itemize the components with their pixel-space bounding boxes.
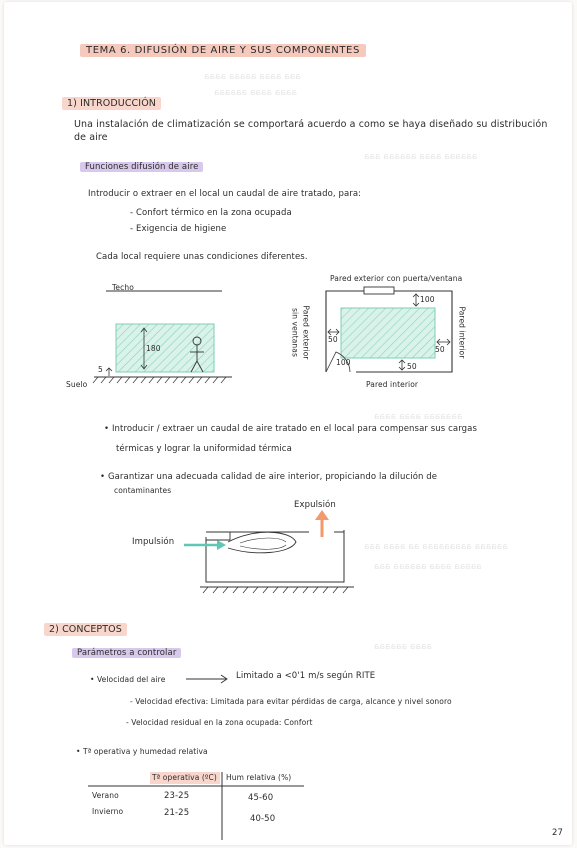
table-header-hum: Hum relativa (%) bbox=[226, 773, 292, 782]
para-1-line-1-text: Introducir / extraer un caudal de aire tratado en el local para compensar sus cargas bbox=[111, 424, 477, 434]
page-title-text: TEMA 6. DIFUSIÓN DE AIRE Y SUS COMPONENTES bbox=[80, 44, 366, 57]
local-conditions-line: Cada local requiere unas condiciones diferentes. bbox=[96, 252, 308, 262]
floor-gap-dimension: 5 bbox=[98, 365, 103, 374]
table-row-verano-season: Verano bbox=[92, 791, 119, 800]
page-number: 27 bbox=[552, 828, 564, 838]
velocity-line: • Velocidad del aire bbox=[90, 675, 166, 684]
dim-right: 50 bbox=[435, 345, 445, 354]
section-1-heading-text: 1) INTRODUCCIÓN bbox=[62, 97, 161, 110]
bullet-dot-1: • bbox=[104, 424, 110, 434]
para-2-line-1-text: Garantizar una adecuada calidad de aire interior, propiciando la dilución de bbox=[107, 472, 438, 482]
temp-humidity-text: Tª operativa y humedad relativa bbox=[83, 747, 208, 756]
para-2-line-2: contaminantes bbox=[114, 486, 172, 495]
parameters-subheading-text: Parámetros a controlar bbox=[72, 648, 181, 658]
expulsion-label: Expulsión bbox=[294, 500, 336, 510]
dim-top: 100 bbox=[420, 295, 435, 304]
table-header-temp: Tª operativa (ºC) bbox=[152, 773, 217, 782]
intro-line-2: de aire bbox=[74, 132, 108, 143]
intro-line-1: Una instalación de climatización se comportará acuerdo a como se haya diseñado su distribución bbox=[74, 119, 548, 130]
height-dimension: 180 bbox=[146, 344, 161, 353]
floor-label: Suelo bbox=[66, 380, 88, 389]
table-row-verano-hum: 45-60 bbox=[248, 793, 274, 803]
table-row-invierno-season: Invierno bbox=[92, 807, 124, 816]
ceiling-label: Techo bbox=[112, 283, 134, 292]
bullet-dot-2: • bbox=[100, 472, 106, 482]
impulsion-label: Impulsión bbox=[132, 537, 175, 547]
para-1-line-2: térmicas y lograr la uniformidad térmica bbox=[116, 444, 292, 454]
velocity-line-text: Velocidad del aire bbox=[97, 675, 166, 684]
plan-right-label: Pared interior bbox=[457, 306, 467, 359]
bullet-confort: - Confort térmico en la zona ocupada bbox=[130, 208, 292, 218]
dim-bottom: 50 bbox=[407, 362, 417, 371]
table-row-invierno-hum: 40-50 bbox=[250, 814, 276, 824]
plan-top-label: Pared exterior con puerta/ventana bbox=[330, 274, 463, 283]
conditions-table-lines bbox=[4, 2, 572, 845]
functions-line: Introducir o extraer en el local un caudal de aire tratado, para: bbox=[88, 189, 362, 199]
bullet-higiene: - Exigencia de higiene bbox=[130, 224, 227, 234]
notebook-page: aaa aaaa aaaaa aaaa aaaa aaaa aaaaaa aaaaaa aaaa aaaaaa aaa aaaaaaa aaaa aaaa aaaaaa aaaaaaaaa aa aaaa aaa aaaaa aaaa aaaaaa aaa aaaa aaaaaa TEMA 6. DIFUSIÓN DE AIRE Y SUS COMPONENTES 1) INTRODUCCIÓN Una instalación de climatización se comportará acuerdo a como se haya diseñado su distribución de aire Funciones difusión de aire Introducir o extraer en el local un caudal de aire tratado, para: - Confort térmico en la zona ocupada - Exigencia de higiene Cada local requiere unas condiciones diferentes. Techo Suelo 180 5 Pared exterior con puerta/ventana Pared exterior sin ventanas Pared interior Pared interior 100 50 50 50 100 • Introducir / extraer un caudal de aire tratado en el local para compensar sus cargas térmicas y lograr la uniformidad térmica • Garantizar una adecuada calidad de aire interior, propiciando la dilución de contaminantes Expulsión Impulsión 2) CONCEPTOS Parámetros a controlar • Velocidad del aire Limitado a <0'1 m/s según RITE - Velocidad efectiva: Limitada para evitar pérdidas de carga, alcance y nivel sonoro - Velocidad residual en la zona ocupada: Confort • Tª operativa y humedad relativa Tª operativa (ºC) Hum relativa (%) Verano 23-25 45-60 Invierno 21-25 40-50 27 bbox=[4, 2, 572, 845]
plan-left-label-1: Pared exterior bbox=[301, 305, 311, 360]
functions-subheading-text: Funciones difusión de aire bbox=[80, 162, 203, 172]
velocity-residual: - Velocidad residual en la zona ocupada: Confort bbox=[126, 718, 313, 727]
velocity-effective: - Velocidad efectiva: Limitada para evitar pérdidas de carga, alcance y nivel sonoro bbox=[130, 697, 452, 706]
plan-bottom-label: Pared interior bbox=[366, 380, 419, 389]
table-row-invierno-temp: 21-25 bbox=[164, 808, 190, 818]
velocity-limit: Limitado a <0'1 m/s según RITE bbox=[236, 671, 376, 681]
dim-left: 50 bbox=[328, 335, 338, 344]
dim-door: 100 bbox=[336, 358, 351, 367]
plan-left-label-2: sin ventanas bbox=[290, 308, 300, 357]
table-row-verano-temp: 23-25 bbox=[164, 791, 190, 801]
section-2-heading-text: 2) CONCEPTOS bbox=[44, 623, 127, 636]
temp-humidity-line: • Tª operativa y humedad relativa bbox=[76, 747, 208, 756]
